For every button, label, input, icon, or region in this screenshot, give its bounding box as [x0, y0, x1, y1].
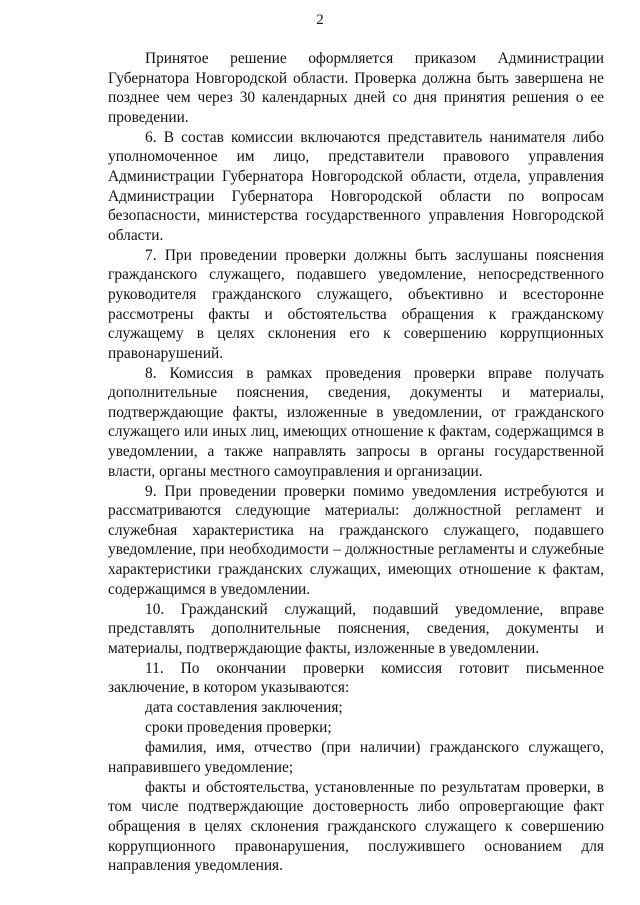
paragraph-item-7: 7. При проведении проверки должны быть заслушаны пояснения гражданского служащего, подавшего уведомление, непосредственного руководителя гражданского служащего, объективно и всесторонне рассмотрены факты и обстоятельства обращения к гражданскому служащему в целях склонения его к совершению коррупционных правонарушений. — [108, 246, 604, 362]
paragraph-item-10: 10. Гражданский служащий, подавший уведомление, вправе представлять дополнительные пояснения, сведения, документы и материалы, подтверждающие факты, изложенные в уведомлении. — [108, 600, 604, 657]
list-item-name: фамилия, имя, отчество (при наличии) гражданского служащего, направившего уведомление; — [108, 739, 604, 776]
paragraph-decision-order: Принятое решение оформляется приказом Администрации Губернатора Новгородской области. Проверка должна быть завершена не позднее чем через 30 календарных дней со дня принятия решения о ее проведении. — [108, 50, 604, 126]
page-number: 2 — [316, 12, 324, 28]
list-item-date: дата составления заключения; — [145, 699, 343, 717]
paragraph-item-8: 8. Комиссия в рамках проведения проверки вправе получать дополнительные пояснения, сведения, документы и материалы, подтверждающие факты, изложенные в уведомлении, от гражданского служащего или иных лиц, имеющих отношение к фактам, содержащимся в уведомлении, а также направлять запросы в органы государственной власти, органы местного самоуправления и организации. — [108, 364, 604, 480]
document-body — [108, 49, 604, 876]
paragraph-item-11: 11. По окончании проверки комиссия готовит письменное заключение, в котором указываются: — [108, 659, 604, 697]
list-item-terms: сроки проведения проверки; — [145, 719, 332, 737]
list-item-facts: факты и обстоятельства, установленные по результатам проверки, в том числе подтверждающие достоверность либо опровергающие факт обращения в целях склонения гражданского служащего к совершению коррупционного правонарушения, послужившего основанием для направления уведомления. — [108, 778, 604, 875]
paragraph-item-6: 6. В состав комиссии включаются представитель нанимателя либо уполномоченное им лицо, представители правового управления Администрации Губернатора Новгородской области, отдела, управления Администрации Губернатора Новгородской области по вопросам безопасности, министерства государственного управления Новгородской области. — [108, 128, 604, 244]
paragraph-item-9: 9. При проведении проверки помимо уведомления истребуются и рассматриваются следующие материалы: должностной регламент и служебная характеристика на гражданского служащего, подавшего уведомление, при необходимости – должностные регламенты и служебные характеристики гражданских служащих, имеющих отношение к фактам, содержащимся в уведомлении. — [108, 482, 604, 598]
